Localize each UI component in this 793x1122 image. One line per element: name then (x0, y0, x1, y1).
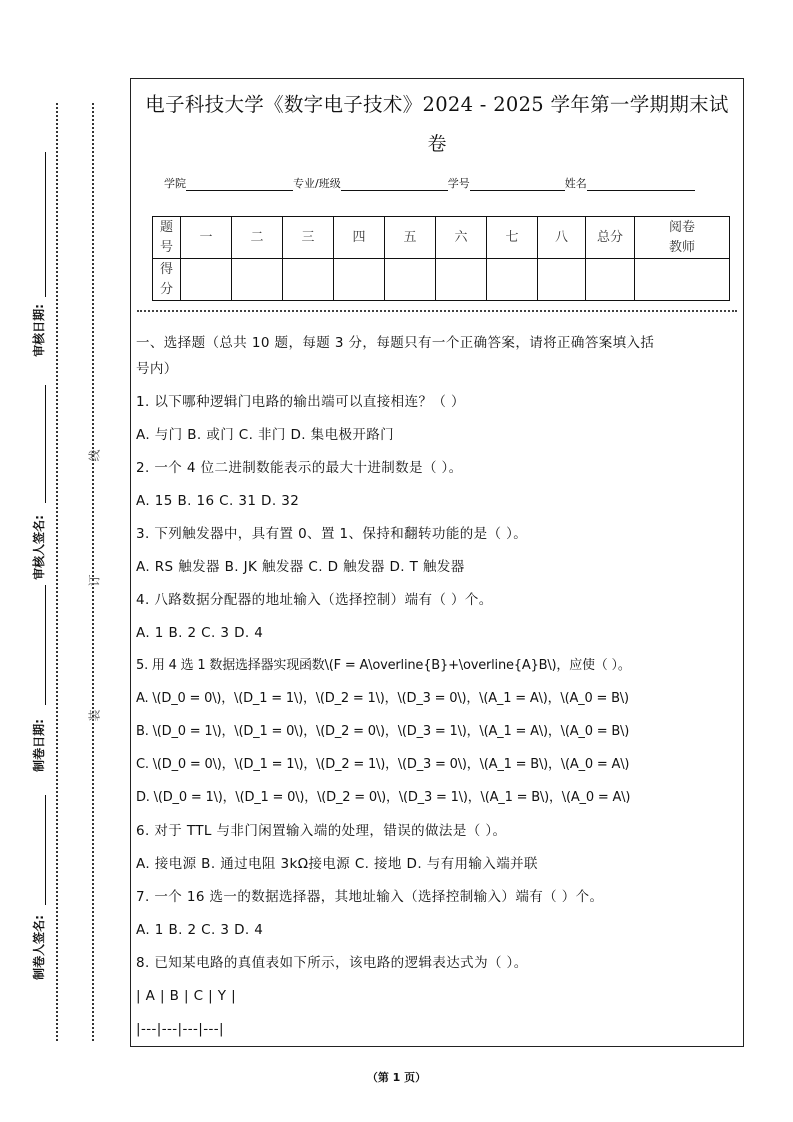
reviewer-signature-line (45, 385, 46, 503)
score-cell[interactable] (538, 259, 586, 301)
name-field[interactable] (587, 178, 695, 191)
question-5-option-a: A. \(D_0 = 0\)，\(D_1 = 1\)，\(D_2 = 1\)，\(D_3 = 0\)，\(A_1 = A\)，\(A_0 = B\) (136, 691, 629, 706)
major-class-field[interactable] (341, 178, 448, 191)
exam-title-continued: 卷 (427, 133, 447, 155)
score-cell[interactable] (232, 259, 283, 301)
score-table-header-row (153, 217, 730, 259)
compiler-signature-label: 制卷人签名: (31, 915, 46, 980)
side-char-zhuang: 装 (87, 709, 102, 722)
question-5-option-c: C. \(D_0 = 0\)，\(D_1 = 1\)，\(D_2 = 1\)，\(D_3 = 0\)，\(A_1 = B\)，\(A_0 = A\) (136, 757, 630, 772)
exam-title: 电子科技大学《数字电子技术》2024 - 2025 学年第一学期期末试 (145, 93, 729, 116)
reviewer-signature-label: 审核人签名: (31, 515, 46, 580)
section-heading-continued: 号内） (136, 361, 178, 377)
question-1: 1. 以下哪种逻辑门电路的输出端可以直接相连？（ ） (136, 394, 465, 410)
college-field[interactable] (186, 178, 293, 191)
column-header: 六 (436, 217, 487, 259)
score-cell[interactable] (385, 259, 436, 301)
score-table (152, 216, 730, 301)
score-cell[interactable] (283, 259, 334, 301)
column-header: 三 (283, 217, 334, 259)
question-2-options: A. 15 B. 16 C. 31 D. 32 (136, 493, 300, 509)
question-5-option-b: B. \(D_0 = 1\)，\(D_1 = 0\)，\(D_2 = 0\)，\(D_3 = 1\)，\(A_1 = A\)，\(A_0 = B\) (136, 724, 630, 739)
question-6: 6. 对于 TTL 与非门闲置输入端的处理，错误的做法是（ ）。 (136, 823, 507, 839)
reviewer-cell[interactable] (635, 259, 730, 301)
student-info-row (164, 175, 695, 191)
column-header: 二 (232, 217, 283, 259)
question-number-label: 题 号 (153, 217, 181, 259)
side-char-ding: 订 (87, 574, 102, 587)
score-row (153, 259, 730, 301)
student-id-label: 学号 (447, 177, 470, 190)
truth-table-header: | A | B | C | Y | (136, 988, 237, 1004)
truth-table-divider: |---|---|---|---| (136, 1021, 224, 1037)
review-date-line (45, 152, 46, 297)
question-6-options: A. 接电源 B. 通过电阻 3kΩ接电源 C. 接地 D. 与有用输入端并联 (136, 856, 538, 872)
question-5: 5. 用 4 选 1 数据选择器实现函数\(F = A\overline{B}+\overline{A}B\)，应使（ ）。 (136, 658, 631, 673)
score-cell[interactable] (181, 259, 232, 301)
column-header: 七 (487, 217, 538, 259)
reviewer-header: 阅卷 教师 (635, 217, 730, 259)
binding-dotted-line-outer (56, 103, 58, 1041)
compiler-signature-line (45, 795, 46, 905)
column-header: 一 (181, 217, 232, 259)
score-cell[interactable] (436, 259, 487, 301)
compile-date-line (45, 585, 46, 705)
column-header: 四 (334, 217, 385, 259)
column-header-total: 总分 (586, 217, 635, 259)
review-date-label: 审核日期: (31, 304, 46, 357)
question-3-options: A. RS 触发器 B. JK 触发器 C. D 触发器 D. T 触发器 (136, 559, 465, 575)
question-2: 2. 一个 4 位二进制数能表示的最大十进制数是（ ）。 (136, 460, 463, 476)
score-label: 得 分 (153, 259, 181, 301)
question-4-options: A. 1 B. 2 C. 3 D. 4 (136, 625, 264, 641)
section-heading: 一、选择题（总共 10 题，每题 3 分，每题只有一个正确答案，请将正确答案填入括 (136, 335, 655, 351)
question-4: 4. 八路数据分配器的地址输入（选择控制）端有（ ）个。 (136, 592, 493, 608)
question-7-options: A. 1 B. 2 C. 3 D. 4 (136, 922, 264, 938)
question-body (136, 331, 741, 1050)
name-label: 姓名 (564, 177, 587, 190)
question-8: 8. 已知某电路的真值表如下所示，该电路的逻辑表达式为（ ）。 (136, 955, 528, 971)
question-3: 3. 下列触发器中，具有置 0、置 1、保持和翻转功能的是（ ）。 (136, 526, 528, 542)
question-5-option-d: D. \(D_0 = 1\)，\(D_1 = 0\)，\(D_2 = 0\)，\(D_3 = 1\)，\(A_1 = B\)，\(A_0 = A\) (136, 790, 631, 805)
compile-date-label: 制卷日期: (31, 719, 46, 772)
score-cell[interactable] (487, 259, 538, 301)
exam-page-frame (130, 78, 744, 1047)
major-class-label: 专业/班级 (293, 177, 341, 190)
column-header: 五 (385, 217, 436, 259)
student-id-field[interactable] (470, 178, 565, 191)
column-header: 八 (538, 217, 586, 259)
college-label: 学院 (164, 177, 186, 190)
question-7: 7. 一个 16 选一的数据选择器，其地址输入（选择控制输入）端有（ ）个。 (136, 889, 604, 905)
score-cell[interactable] (334, 259, 385, 301)
score-cell-total[interactable] (586, 259, 635, 301)
question-1-options: A. 与门 B. 或门 C. 非门 D. 集电极开路门 (136, 427, 395, 443)
binding-dotted-line-inner (92, 103, 94, 1041)
side-char-xian: 线 (87, 449, 102, 462)
separator-dotted-line (137, 310, 737, 312)
page-number: （第 1 页） (366, 1071, 427, 1084)
